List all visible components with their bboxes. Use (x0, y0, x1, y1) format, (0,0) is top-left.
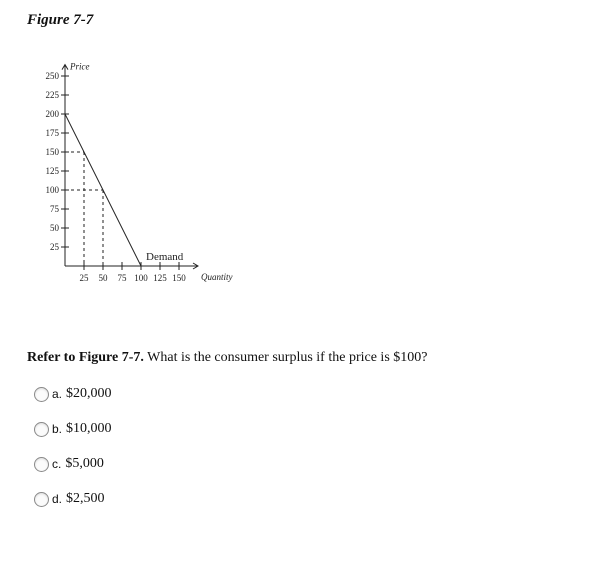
y-tick-label: 150 (45, 147, 59, 157)
answer-options (27, 384, 112, 524)
radio-button-b[interactable] (34, 422, 49, 437)
x-tick-label: 25 (79, 273, 89, 283)
option-a[interactable] (27, 384, 112, 404)
option-d-text: $2,500 (66, 491, 105, 506)
question-body: What is the consumer surplus if the price is $100? (147, 350, 428, 365)
radio-button-c[interactable] (34, 457, 49, 472)
y-tick-label: 175 (45, 128, 59, 138)
option-b[interactable] (27, 419, 112, 439)
x-tick-label: 125 (153, 273, 167, 283)
y-tick-label: 25 (50, 242, 59, 252)
y-tick-label: 125 (45, 166, 59, 176)
x-axis-label: Quantity (201, 272, 233, 282)
option-c-letter: c. (52, 457, 62, 471)
option-b-letter: b. (52, 422, 63, 436)
option-d[interactable] (27, 489, 112, 509)
y-axis-label: Price (70, 61, 90, 72)
y-tick-label: 225 (45, 90, 59, 100)
option-d-letter: d. (52, 492, 63, 506)
x-tick-label: 50 (98, 273, 108, 283)
x-tick-label: 75 (117, 273, 127, 283)
option-c[interactable] (27, 454, 112, 474)
question-text (27, 350, 427, 366)
question-prefix: Refer to (27, 350, 76, 365)
demand-curve (65, 114, 141, 266)
y-tick-label: 75 (50, 204, 59, 214)
option-a-text: $20,000 (66, 386, 112, 401)
y-tick-label: 200 (45, 109, 59, 119)
radio-button-a[interactable] (34, 387, 49, 402)
y-tick-label: 100 (45, 185, 59, 195)
demand-curve-label: Demand (146, 251, 184, 263)
figure-title: Figure 7-7 (27, 12, 94, 28)
x-tick-label: 150 (172, 273, 186, 283)
y-tick-label: 250 (45, 71, 59, 81)
y-tick-label: 50 (50, 223, 59, 233)
question-figure-ref: Figure 7-7. (78, 350, 144, 365)
option-c-text: $5,000 (65, 456, 104, 471)
option-b-text: $10,000 (66, 421, 112, 436)
option-a-letter: a. (52, 387, 63, 401)
radio-button-d[interactable] (34, 492, 49, 507)
x-tick-label: 100 (134, 273, 148, 283)
